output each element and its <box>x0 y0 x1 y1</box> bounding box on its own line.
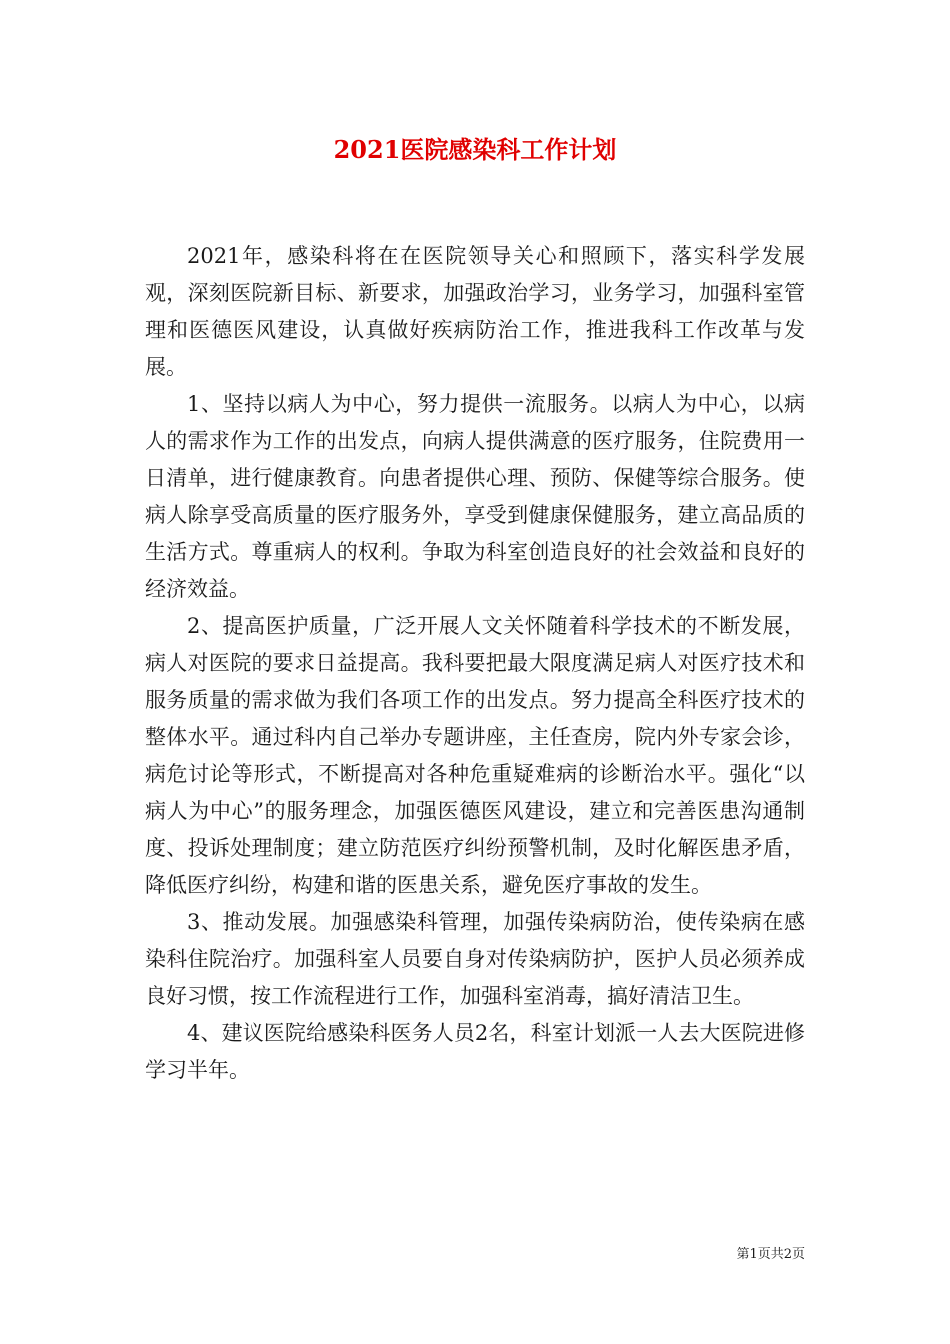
paragraph-item-3: 3、推动发展。加强感染科管理，加强传染病防治，使传染病在感染科住院治疗。加强科室人员要自身对传染病防护，医护人员必须养成良好习惯，按工作流程进行工作，加强科室消毒，搞好清洁卫生。 <box>145 910 805 1008</box>
paragraph-item-4: 4、建议医院给感染科医务人员2名，科室计划派一人去大医院进修学习半年。 <box>145 1021 805 1082</box>
document-title: 2021医院感染科工作计划 <box>333 135 617 164</box>
paragraph-item-1: 1、坚持以病人为中心，努力提供一流服务。以病人为中心，以病人的需求作为工作的出发点，向病人提供满意的医疗服务，住院费用一日清单，进行健康教育。向患者提供心理、预防、保健等综合服务。使病人除享受高质量的医疗服务外，享受到健康保健服务，建立高品质的生活方式。尊重病人的权利。争取为科室创造良好的社会效益和良好的经济效益。 <box>145 392 805 601</box>
page-number: 第1页共2页 <box>736 1247 805 1262</box>
paragraph-intro: 2021年，感染科将在在医院领导关心和照顾下，落实科学发展观，深刻医院新目标、新要求，加强政治学习，业务学习，加强科室管理和医德医风建设，认真做好疾病防治工作，推进我科工作改革与发展。 <box>145 244 805 379</box>
document-body <box>145 238 805 1089</box>
paragraph-item-2: 2、提高医护质量，广泛开展人文关怀随着科学技术的不断发展，病人对医院的要求日益提高。我科要把最大限度满足病人对医疗技术和服务质量的需求做为我们各项工作的出发点。努力提高全科医疗技术的整体水平。通过科内自己举办专题讲座，主任查房，院内外专家会诊，病危讨论等形式，不断提高对各种危重疑难病的诊断治水平。强化“以病人为中心”的服务理念，加强医德医风建设，建立和完善医患沟通制度、投诉处理制度；建立防范医疗纠纷预警机制，及时化解医患矛盾，降低医疗纠纷，构建和谐的医患关系，避免医疗事故的发生。 <box>145 614 805 897</box>
